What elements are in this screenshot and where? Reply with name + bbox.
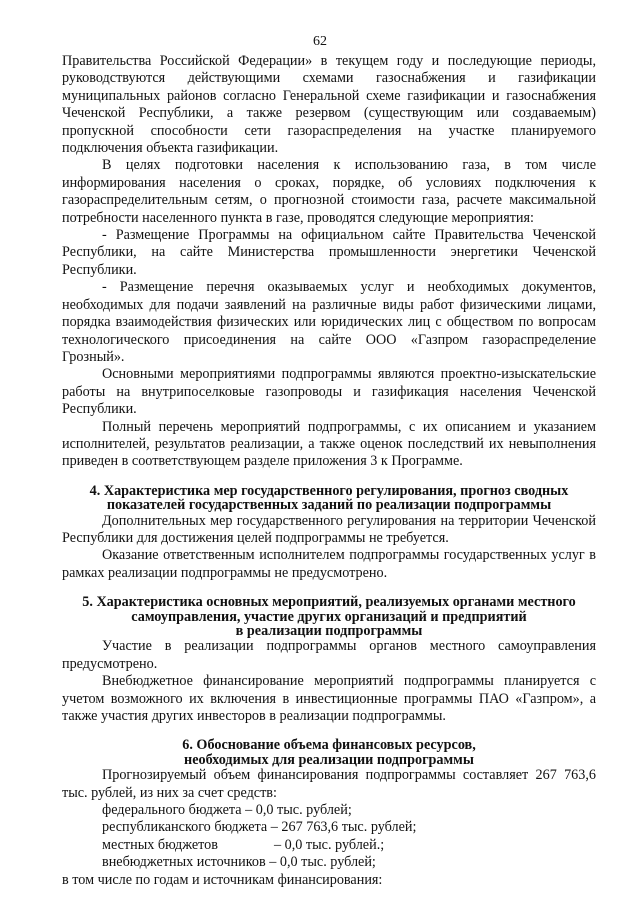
paragraph: Оказание ответственным исполнителем подпрограммы государственных услуг в рамках реализации подпрограммы не предусмотрено.: [62, 547, 596, 581]
paragraph: Правительства Российской Федерации» в текущем году и последующие периоды, руководствуются действующими схемами газоснабжения и газификации муниципальных районов согласно Генеральной схеме газификации и газоснабжения Чеченской Республики, а также резервом (существующим или создаваемым) пропускной способности сети газораспределения на участке планируемого подключения объекта газификации.: [62, 53, 596, 157]
section-heading: 4. Характеристика мер государственного регулирования, прогноз сводных: [89, 482, 569, 499]
paragraph: Дополнительных мер государственного регулирования на территории Чеченской Республики для достижения целей подпрограммы не требуется.: [62, 512, 596, 546]
paragraph: - Размещение Программы на официальном сайте Правительства Чеченской Республики, на сайте Министерства промышленности энергетики Чеченской Республики.: [62, 227, 596, 278]
section-heading: самоуправления, участие других организаций и предприятий: [131, 608, 527, 625]
section-heading: показателей государственных заданий по реализации подпрограммы: [106, 497, 552, 514]
paragraph: - Размещение перечня оказываемых услуг и необходимых документов, необходимых для подачи заявлений на различные виды работ физическими лицами, порядка взаимодействия физических или юридических лиц с обществом по вопросам технологического присоединения на сайте ООО «Газпром газораспределение Грозный».: [62, 279, 596, 365]
section-heading: 6. Обоснование объема финансовых ресурсов,: [182, 737, 476, 754]
page-content: [62, 53, 596, 889]
funding-source-republic: республиканского бюджета – 267 763,6 тыс. рублей;: [102, 819, 417, 836]
page-number: 62: [313, 34, 327, 49]
paragraph: Участие в реализации подпрограммы органов местного самоуправления предусмотрено.: [62, 638, 596, 672]
section-heading: 5. Характеристика основных мероприятий, реализуемых органами местного: [82, 594, 576, 611]
paragraph: Полный перечень мероприятий подпрограммы, с их описанием и указанием исполнителей, результатов реализации, а также оценок последствий их невыполнения приведен в соответствующем разделе приложения 3 к Программе.: [62, 418, 596, 470]
paragraph: В целях подготовки населения к использованию газа, в том числе информирования населения о сроках, порядке, об условиях подключения к газораспределительным сетям, о прогнозной стоимости газа, расчете максимальной потребности населенного пункта в газе, проводятся следующие мероприятия:: [62, 157, 596, 226]
paragraph: Прогнозируемый объем финансирования подпрограммы составляет 267 763,6 тыс. рублей, из них за счет средств:: [62, 767, 596, 801]
section-6: [62, 738, 596, 767]
paragraph: Основными мероприятиями подпрограммы являются проектно-изыскательские работы на внутрипоселковые газопроводы и газификация населения Чеченской Республики.: [62, 366, 596, 418]
section-5: [62, 595, 596, 638]
funding-source-local-label: местных бюджетов: [102, 836, 218, 853]
funding-source-local: [62, 837, 596, 854]
section-heading: необходимых для реализации подпрограммы: [184, 751, 474, 768]
section-heading: в реализации подпрограммы: [235, 623, 423, 639]
section-4: [62, 484, 596, 513]
funding-source-federal: федерального бюджета – 0,0 тыс. рублей;: [102, 802, 352, 819]
paragraph: Внебюджетное финансирование мероприятий подпрограммы планируется с учетом возможного их включения в инвестиционные программы ПАО «Газпром», а также участия других инвесторов в реализации подпрограммы.: [62, 673, 596, 725]
funding-source-extra: внебюджетных источников – 0,0 тыс. рублей;: [102, 854, 376, 871]
paragraph: в том числе по годам и источникам финансирования:: [62, 871, 383, 888]
funding-source-local-value: – 0,0 тыс. рублей.;: [274, 836, 385, 853]
